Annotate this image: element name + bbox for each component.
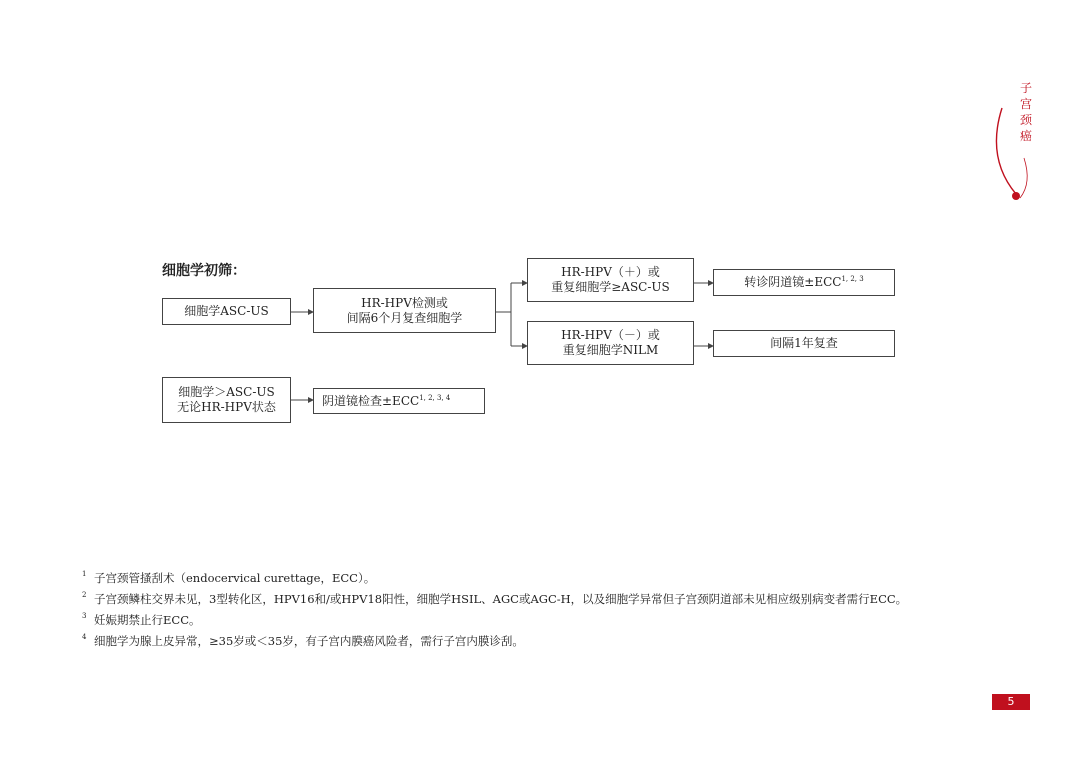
box-hpv-positive-line2: 重复细胞学≥ASC-US	[551, 280, 670, 294]
box-hpv-positive	[527, 258, 694, 302]
box-repeat-1yr-label: 间隔1年复查	[770, 336, 838, 350]
footnote-number: 1	[82, 570, 87, 578]
side-title-char: 颈	[1019, 113, 1032, 127]
box-asc-us	[162, 298, 291, 325]
box-gt-asc-us	[162, 377, 291, 423]
footnote	[80, 591, 1010, 608]
footnote-text: 子宫颈鳞柱交界未见，3型转化区，HPV16和/或HPV18阳性，细胞学HSIL、AGC或AGC-H，以及细胞学异常但子宫颈阴道部未见相应级别病变者需行ECC。	[94, 592, 908, 606]
footnote-text: 妊娠期禁止行ECC。	[94, 613, 201, 627]
box-colposcopy-label	[322, 394, 450, 409]
footnote	[80, 612, 1010, 629]
box-gt-asc-us-line1: 细胞学＞ASC-US	[178, 385, 275, 399]
box-hpv-positive-line1: HR-HPV（＋）或	[561, 265, 660, 279]
side-title-char: 宫	[1019, 97, 1032, 111]
box-hpv-negative-line2: 重复细胞学NILM	[562, 343, 659, 357]
box-colposcopy-text: 阴道镜检查±ECC	[322, 393, 420, 408]
box-hpv-test-line1: HR-HPV检测或	[361, 295, 448, 310]
box-colposcopy-referral	[713, 269, 895, 296]
footnote-text: 细胞学为腺上皮异常，≥35岁或＜35岁，有子宫内膜癌风险者，需行子宫内膜诊刮。	[94, 634, 524, 648]
footnote	[80, 570, 1010, 587]
section-title: 细胞学初筛：	[162, 263, 246, 279]
footnotes	[80, 570, 1010, 654]
box-hpv-test-line2: 间隔6个月复查细胞学	[346, 310, 463, 325]
box-colposcopy-referral-text: 转诊阴道镜±ECC	[744, 275, 842, 289]
box-asc-us-label: 细胞学ASC-US	[184, 304, 269, 318]
box-repeat-1yr	[713, 330, 895, 357]
page-number: 5	[992, 694, 1030, 710]
footnote-number: 2	[82, 591, 87, 599]
footnote	[80, 633, 1010, 650]
box-hpv-negative	[527, 321, 694, 365]
box-hpv-test	[313, 288, 496, 333]
box-colposcopy	[313, 388, 485, 414]
footnote-ref: 1, 2, 3	[841, 275, 864, 283]
side-title-char: 癌	[1019, 129, 1032, 143]
footnote-text: 子宫颈管搔刮术（endocervical curettage，ECC）。	[94, 571, 376, 585]
footnote-number: 4	[82, 633, 87, 641]
box-gt-asc-us-line2: 无论HR-HPV状态	[177, 400, 276, 414]
box-hpv-negative-line1: HR-HPV（－）或	[561, 328, 660, 342]
side-title-char: 子	[1019, 81, 1032, 95]
footnote-ref: 1, 2, 3, 4	[419, 393, 451, 402]
box-colposcopy-referral-label	[744, 275, 863, 290]
footnote-number: 3	[82, 612, 87, 620]
